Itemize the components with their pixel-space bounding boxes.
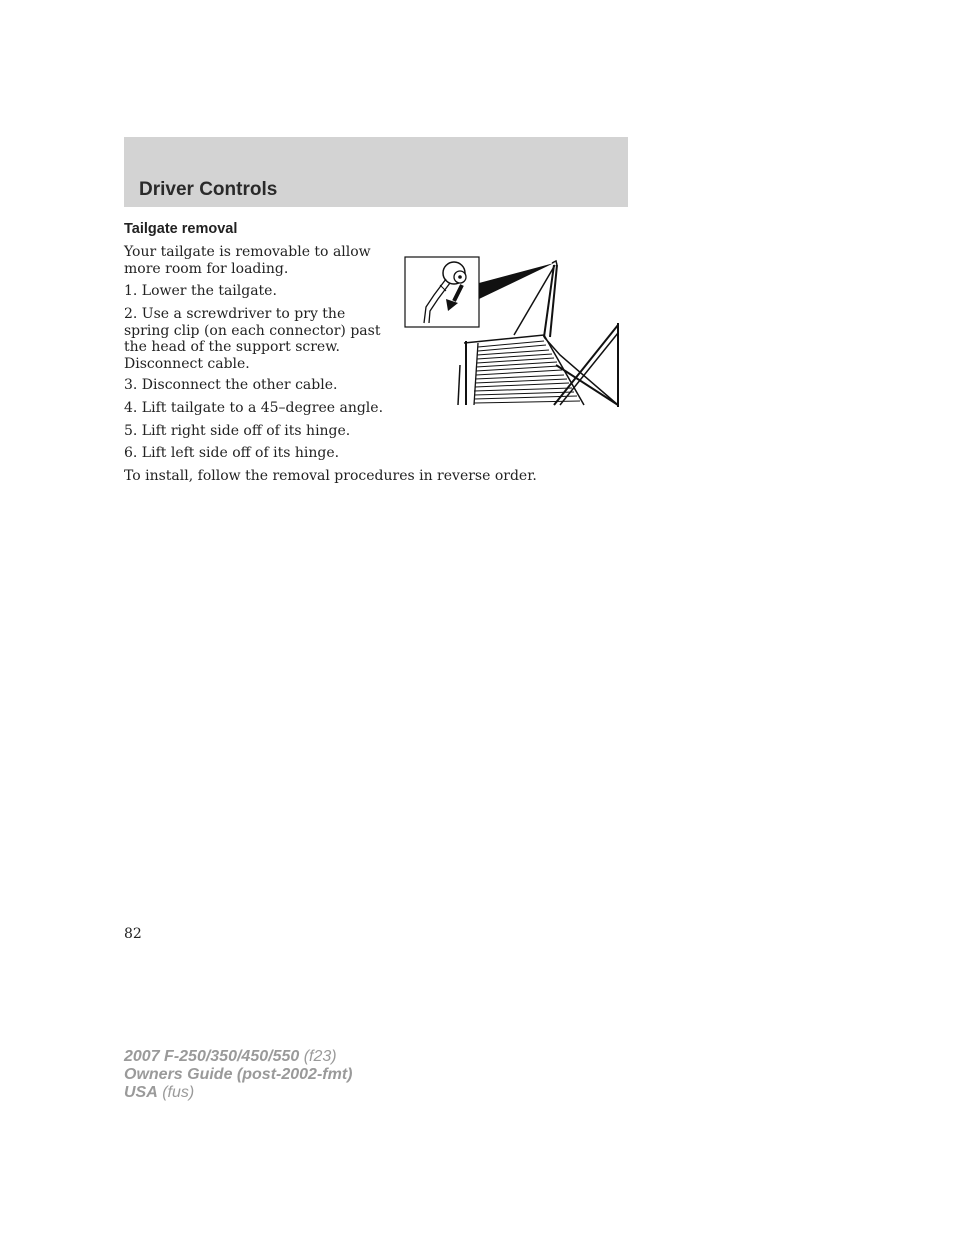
footer-line-2	[124, 1066, 352, 1084]
footer-region: USA	[124, 1084, 158, 1101]
footer-line-3	[124, 1084, 352, 1102]
section-header-band	[124, 137, 628, 207]
tailgate-cable-illustration	[404, 255, 622, 408]
footer-region-code: (fus)	[157, 1084, 195, 1101]
page-section-title: Driver Controls	[139, 179, 278, 200]
footer-guide: Owners Guide (post-2002-fmt)	[124, 1066, 353, 1083]
tailgate-illustration-svg	[404, 255, 622, 408]
step-1: 1. Lower the tailgate.	[124, 283, 277, 299]
footer-line-1	[124, 1048, 352, 1066]
step-2: 2. Use a screwdriver to pry the spring clip (on each connector) past the head of the support screw. Disconnect cable.	[124, 306, 381, 372]
step-5: 5. Lift right side off of its hinge.	[124, 423, 351, 439]
intro-paragraph: Your tailgate is removable to allow more room for loading.	[124, 244, 371, 277]
footer-model: 2007 F-250/350/450/550	[124, 1048, 300, 1065]
closing-paragraph: To install, follow the removal procedures in reverse order.	[124, 468, 537, 484]
step-3: 3. Disconnect the other cable.	[124, 377, 338, 393]
subsection-title: Tailgate removal	[124, 221, 238, 237]
page-number: 82	[124, 926, 142, 942]
document-footer	[124, 1048, 352, 1102]
footer-model-code: (f23)	[299, 1048, 337, 1065]
step-4: 4. Lift tailgate to a 45–degree angle.	[124, 400, 384, 416]
step-6: 6. Lift left side off of its hinge.	[124, 445, 340, 461]
